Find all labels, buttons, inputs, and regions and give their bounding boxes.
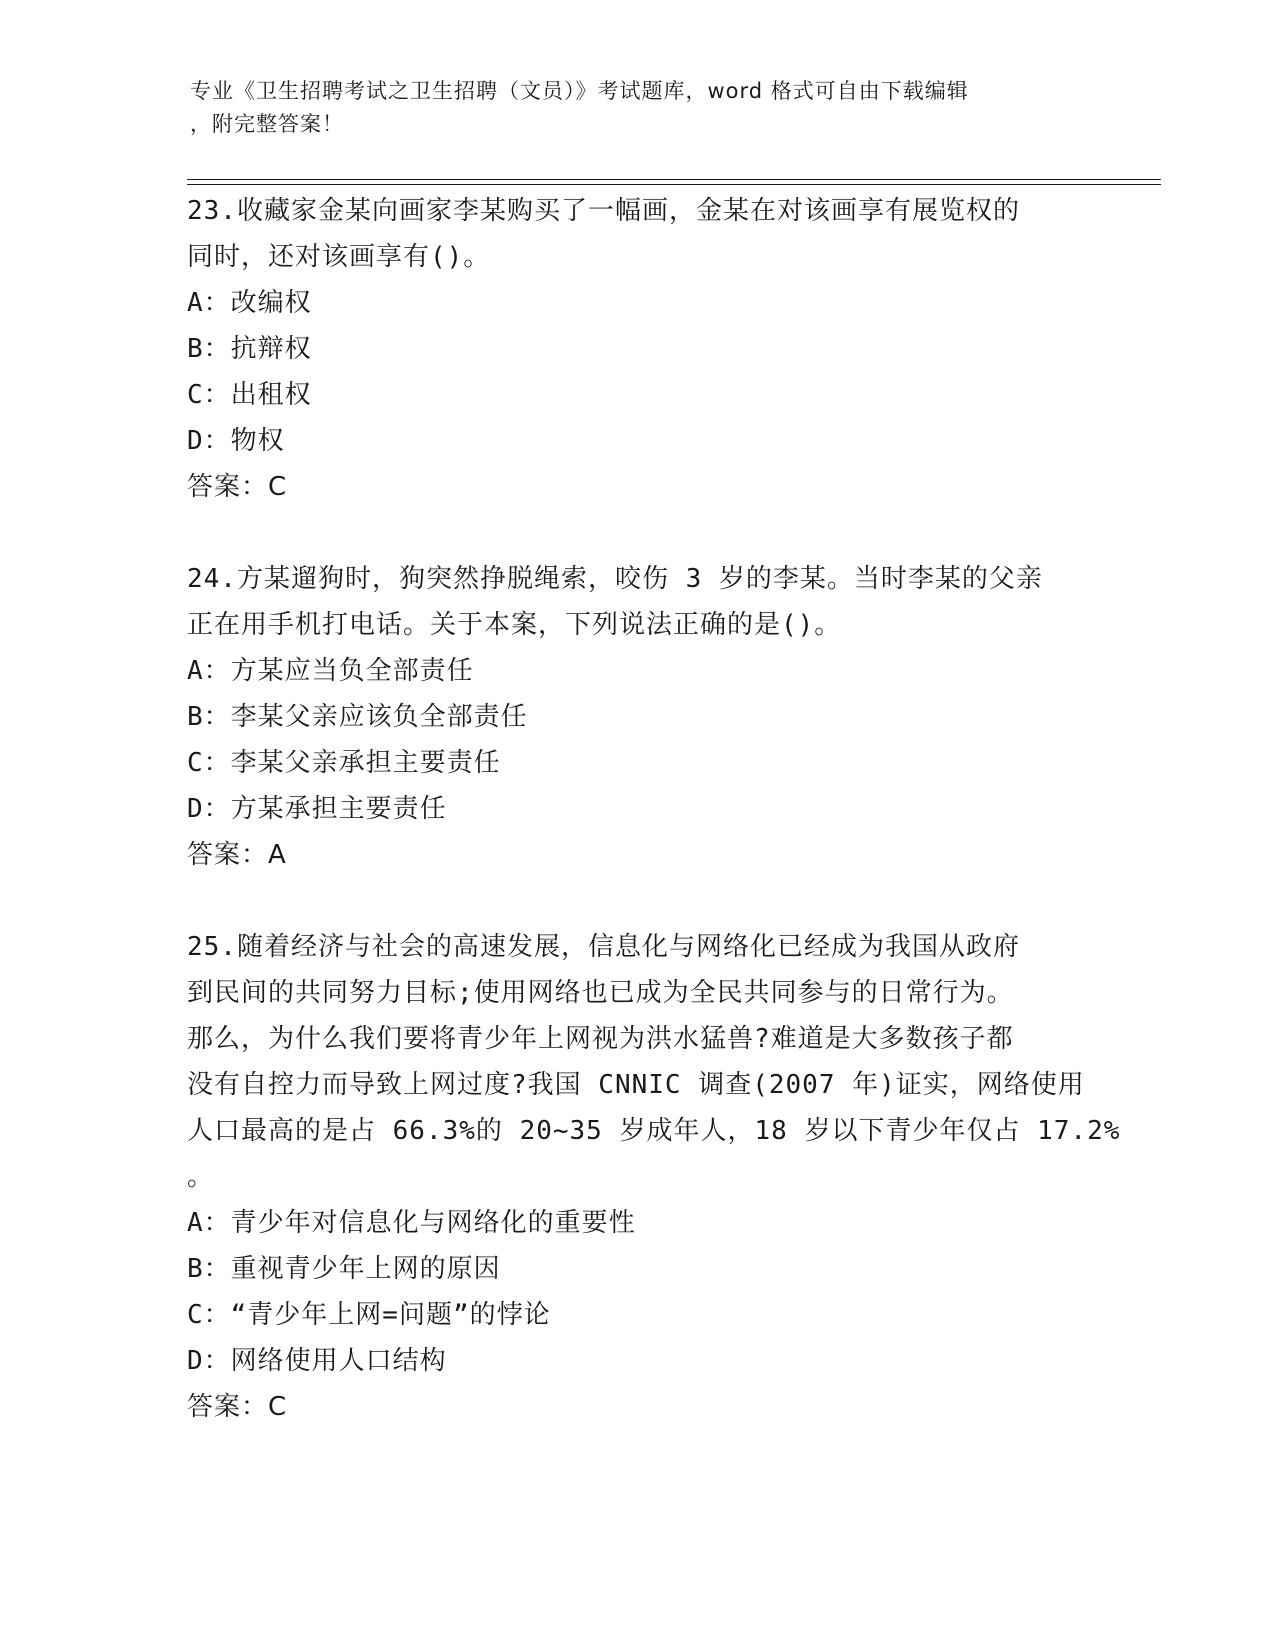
question-stem-line: 到民间的共同努力目标;使用网络也已成为全民共同参与的日常行为。 xyxy=(187,978,1014,1008)
option-b: B：抗辩权 xyxy=(187,334,312,364)
question-stem-line: 同时，还对该画享有()。 xyxy=(187,242,491,272)
question-23 xyxy=(187,188,1087,510)
question-list xyxy=(187,188,1121,1476)
answer-line: 答案：A xyxy=(187,840,287,870)
question-25 xyxy=(187,924,1121,1430)
header-line: 专业《卫生招聘考试之卫生招聘（文员）》考试题库，word 格式可自由下载编辑 xyxy=(190,79,969,103)
option-a: A：改编权 xyxy=(187,288,312,318)
question-stem-line: 。 xyxy=(187,1162,215,1192)
option-d: D：物权 xyxy=(187,426,285,456)
header-divider xyxy=(187,184,1161,185)
question-stem-line: 那么，为什么我们要将青少年上网视为洪水猛兽?难道是大多数孩子都 xyxy=(187,1024,1014,1054)
option-d: D：方某承担主要责任 xyxy=(187,794,447,824)
option-a: A：方某应当负全部责任 xyxy=(187,656,474,686)
option-c: C：“青少年上网=问题”的悖论 xyxy=(187,1300,551,1330)
header-line: ，附完整答案！ xyxy=(190,112,344,136)
option-d: D：网络使用人口结构 xyxy=(187,1346,447,1376)
question-stem-line: 正在用手机打电话。关于本案，下列说法正确的是()。 xyxy=(187,610,842,640)
option-a: A：青少年对信息化与网络化的重要性 xyxy=(187,1208,636,1238)
option-c: C：李某父亲承担主要责任 xyxy=(187,748,501,778)
answer-line: 答案：C xyxy=(187,1392,288,1422)
question-stem-line: 没有自控力而导致上网过度?我国 CNNIC 调查(2007 年)证实，网络使用 xyxy=(187,1070,1085,1100)
question-stem-line: 人口最高的是占 66.3%的 20~35 岁成年人，18 岁以下青少年仅占 17.2% xyxy=(187,1116,1121,1146)
option-b: B：李某父亲应该负全部责任 xyxy=(187,702,528,732)
option-b: B：重视青少年上网的原因 xyxy=(187,1254,501,1284)
document-header xyxy=(190,75,1090,141)
question-stem-line: 25.随着经济与社会的高速发展，信息化与网络化已经成为我国从政府 xyxy=(187,932,1020,962)
answer-line: 答案：C xyxy=(187,472,288,502)
question-stem-line: 24.方某遛狗时，狗突然挣脱绳索，咬伤 3 岁的李某。当时李某的父亲 xyxy=(187,564,1043,594)
question-stem-line: 23.收藏家金某向画家李某购买了一幅画，金某在对该画享有展览权的 xyxy=(187,196,1020,226)
header-divider xyxy=(187,179,1161,180)
question-24 xyxy=(187,556,1087,878)
option-c: C：出租权 xyxy=(187,380,312,410)
